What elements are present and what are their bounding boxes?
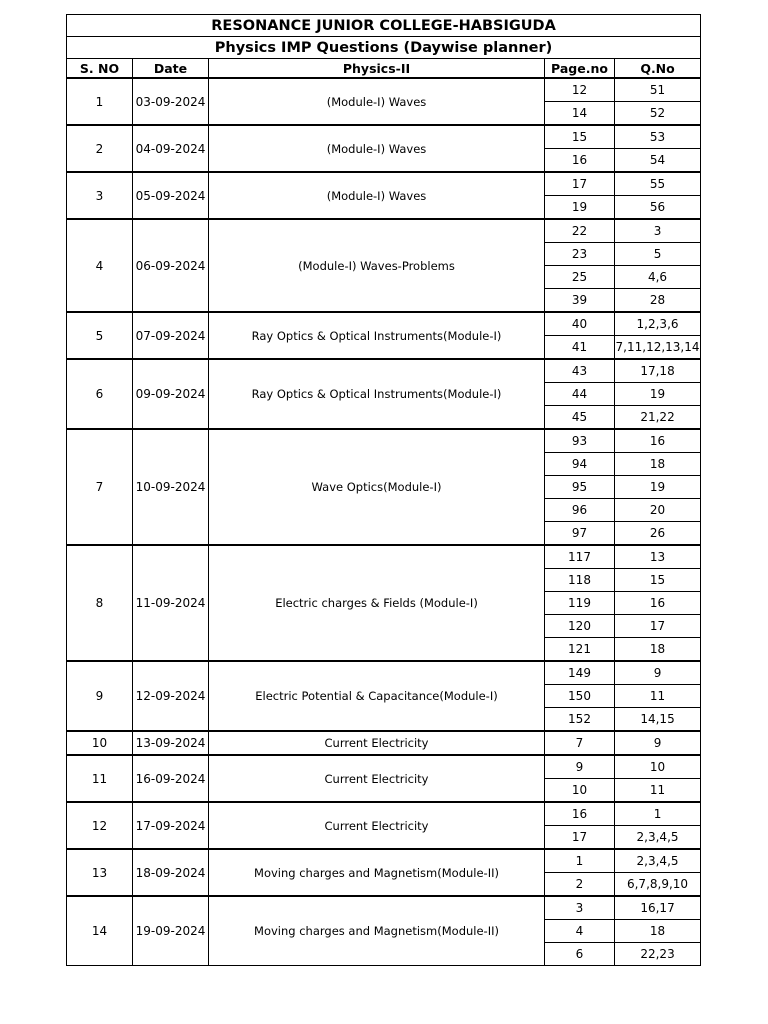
- header-qno: Q.No: [615, 59, 701, 79]
- page-no-cell: 120: [545, 615, 615, 638]
- sno-cell: 6: [67, 359, 133, 429]
- page-no-cell: 41: [545, 336, 615, 360]
- sno-cell: 3: [67, 172, 133, 219]
- table-row: [67, 755, 701, 779]
- topic-cell: Wave Optics(Module-I): [209, 429, 545, 545]
- question-no-cell: 1: [615, 802, 701, 826]
- question-no-cell: 18: [615, 638, 701, 662]
- sno-cell: 14: [67, 896, 133, 966]
- question-no-cell: 7,11,12,13,14: [615, 336, 701, 360]
- page-no-cell: 16: [545, 802, 615, 826]
- question-no-cell: 6,7,8,9,10: [615, 873, 701, 897]
- question-no-cell: 16: [615, 592, 701, 615]
- date-cell: 03-09-2024: [133, 78, 209, 125]
- sno-cell: 2: [67, 125, 133, 172]
- page-no-cell: 45: [545, 406, 615, 430]
- question-no-cell: 56: [615, 196, 701, 220]
- topic-cell: (Module-I) Waves-Problems: [209, 219, 545, 312]
- date-cell: 16-09-2024: [133, 755, 209, 802]
- table-row: [67, 219, 701, 243]
- question-no-cell: 51: [615, 78, 701, 102]
- planner-table: [66, 14, 701, 966]
- page-no-cell: 6: [545, 943, 615, 966]
- table-row: [67, 312, 701, 336]
- question-no-cell: 16,17: [615, 896, 701, 920]
- table-row: [67, 661, 701, 685]
- question-no-cell: 9: [615, 731, 701, 755]
- header-date: Date: [133, 59, 209, 79]
- table-row: [67, 78, 701, 102]
- question-no-cell: 19: [615, 476, 701, 499]
- page-no-cell: 22: [545, 219, 615, 243]
- table-row: [67, 545, 701, 569]
- page-no-cell: 97: [545, 522, 615, 546]
- page-no-cell: 17: [545, 826, 615, 850]
- question-no-cell: 19: [615, 383, 701, 406]
- date-cell: 11-09-2024: [133, 545, 209, 661]
- date-cell: 13-09-2024: [133, 731, 209, 755]
- table-row: [67, 359, 701, 383]
- date-cell: 18-09-2024: [133, 849, 209, 896]
- header-sno: S. NO: [67, 59, 133, 79]
- question-no-cell: 17: [615, 615, 701, 638]
- question-no-cell: 18: [615, 920, 701, 943]
- topic-cell: (Module-I) Waves: [209, 78, 545, 125]
- topic-cell: Moving charges and Magnetism(Module-II): [209, 896, 545, 966]
- question-no-cell: 10: [615, 755, 701, 779]
- page-no-cell: 152: [545, 708, 615, 732]
- topic-cell: Electric charges & Fields (Module-I): [209, 545, 545, 661]
- question-no-cell: 52: [615, 102, 701, 126]
- question-no-cell: 4,6: [615, 266, 701, 289]
- question-no-cell: 2,3,4,5: [615, 826, 701, 850]
- page-no-cell: 12: [545, 78, 615, 102]
- question-no-cell: 14,15: [615, 708, 701, 732]
- page-no-cell: 149: [545, 661, 615, 685]
- question-no-cell: 9: [615, 661, 701, 685]
- page-no-cell: 23: [545, 243, 615, 266]
- table-row: [67, 849, 701, 873]
- page-no-cell: 17: [545, 172, 615, 196]
- header-page: Page.no: [545, 59, 615, 79]
- date-cell: 07-09-2024: [133, 312, 209, 359]
- sno-cell: 1: [67, 78, 133, 125]
- topic-cell: (Module-I) Waves: [209, 125, 545, 172]
- page-no-cell: 2: [545, 873, 615, 897]
- question-no-cell: 2,3,4,5: [615, 849, 701, 873]
- question-no-cell: 54: [615, 149, 701, 173]
- college-title: RESONANCE JUNIOR COLLEGE-HABSIGUDA: [67, 15, 701, 37]
- sno-cell: 12: [67, 802, 133, 849]
- topic-cell: (Module-I) Waves: [209, 172, 545, 219]
- question-no-cell: 17,18: [615, 359, 701, 383]
- question-no-cell: 13: [615, 545, 701, 569]
- date-cell: 09-09-2024: [133, 359, 209, 429]
- page-no-cell: 25: [545, 266, 615, 289]
- sno-cell: 4: [67, 219, 133, 312]
- date-cell: 10-09-2024: [133, 429, 209, 545]
- table-row: [67, 731, 701, 755]
- topic-cell: Current Electricity: [209, 731, 545, 755]
- sno-cell: 5: [67, 312, 133, 359]
- question-no-cell: 22,23: [615, 943, 701, 966]
- page-no-cell: 95: [545, 476, 615, 499]
- table-row: [67, 429, 701, 453]
- question-no-cell: 3: [615, 219, 701, 243]
- page-no-cell: 118: [545, 569, 615, 592]
- page-no-cell: 16: [545, 149, 615, 173]
- question-no-cell: 21,22: [615, 406, 701, 430]
- question-no-cell: 26: [615, 522, 701, 546]
- page-no-cell: 44: [545, 383, 615, 406]
- topic-cell: Electric Potential & Capacitance(Module-I): [209, 661, 545, 731]
- sno-cell: 8: [67, 545, 133, 661]
- page-no-cell: 10: [545, 779, 615, 803]
- question-no-cell: 15: [615, 569, 701, 592]
- question-no-cell: 11: [615, 779, 701, 803]
- page-no-cell: 1: [545, 849, 615, 873]
- date-cell: 17-09-2024: [133, 802, 209, 849]
- sno-cell: 13: [67, 849, 133, 896]
- question-no-cell: 5: [615, 243, 701, 266]
- question-no-cell: 20: [615, 499, 701, 522]
- page-no-cell: 117: [545, 545, 615, 569]
- topic-cell: Ray Optics & Optical Instruments(Module-I): [209, 312, 545, 359]
- table-row: [67, 125, 701, 149]
- question-no-cell: 16: [615, 429, 701, 453]
- table-row: [67, 802, 701, 826]
- question-no-cell: 28: [615, 289, 701, 313]
- question-no-cell: 1,2,3,6: [615, 312, 701, 336]
- question-no-cell: 11: [615, 685, 701, 708]
- date-cell: 04-09-2024: [133, 125, 209, 172]
- page-no-cell: 96: [545, 499, 615, 522]
- question-no-cell: 18: [615, 453, 701, 476]
- date-cell: 06-09-2024: [133, 219, 209, 312]
- sno-cell: 7: [67, 429, 133, 545]
- sno-cell: 11: [67, 755, 133, 802]
- page-no-cell: 14: [545, 102, 615, 126]
- sno-cell: 9: [67, 661, 133, 731]
- sno-cell: 10: [67, 731, 133, 755]
- page-no-cell: 119: [545, 592, 615, 615]
- page-no-cell: 7: [545, 731, 615, 755]
- page-no-cell: 39: [545, 289, 615, 313]
- page-no-cell: 93: [545, 429, 615, 453]
- planner-sheet: [66, 14, 700, 966]
- question-no-cell: 53: [615, 125, 701, 149]
- question-no-cell: 55: [615, 172, 701, 196]
- page-no-cell: 4: [545, 920, 615, 943]
- page-no-cell: 40: [545, 312, 615, 336]
- topic-cell: Current Electricity: [209, 755, 545, 802]
- date-cell: 12-09-2024: [133, 661, 209, 731]
- page-no-cell: 150: [545, 685, 615, 708]
- header-topic: Physics-II: [209, 59, 545, 79]
- page-no-cell: 19: [545, 196, 615, 220]
- planner-body: [67, 78, 701, 966]
- topic-cell: Current Electricity: [209, 802, 545, 849]
- page-no-cell: 43: [545, 359, 615, 383]
- page-no-cell: 121: [545, 638, 615, 662]
- date-cell: 05-09-2024: [133, 172, 209, 219]
- topic-cell: Ray Optics & Optical Instruments(Module-I): [209, 359, 545, 429]
- table-row: [67, 896, 701, 920]
- planner-subtitle: Physics IMP Questions (Daywise planner): [67, 37, 701, 59]
- page-no-cell: 15: [545, 125, 615, 149]
- page-no-cell: 9: [545, 755, 615, 779]
- table-row: [67, 172, 701, 196]
- page-no-cell: 94: [545, 453, 615, 476]
- header-row: [67, 59, 701, 79]
- page-no-cell: 3: [545, 896, 615, 920]
- date-cell: 19-09-2024: [133, 896, 209, 966]
- topic-cell: Moving charges and Magnetism(Module-II): [209, 849, 545, 896]
